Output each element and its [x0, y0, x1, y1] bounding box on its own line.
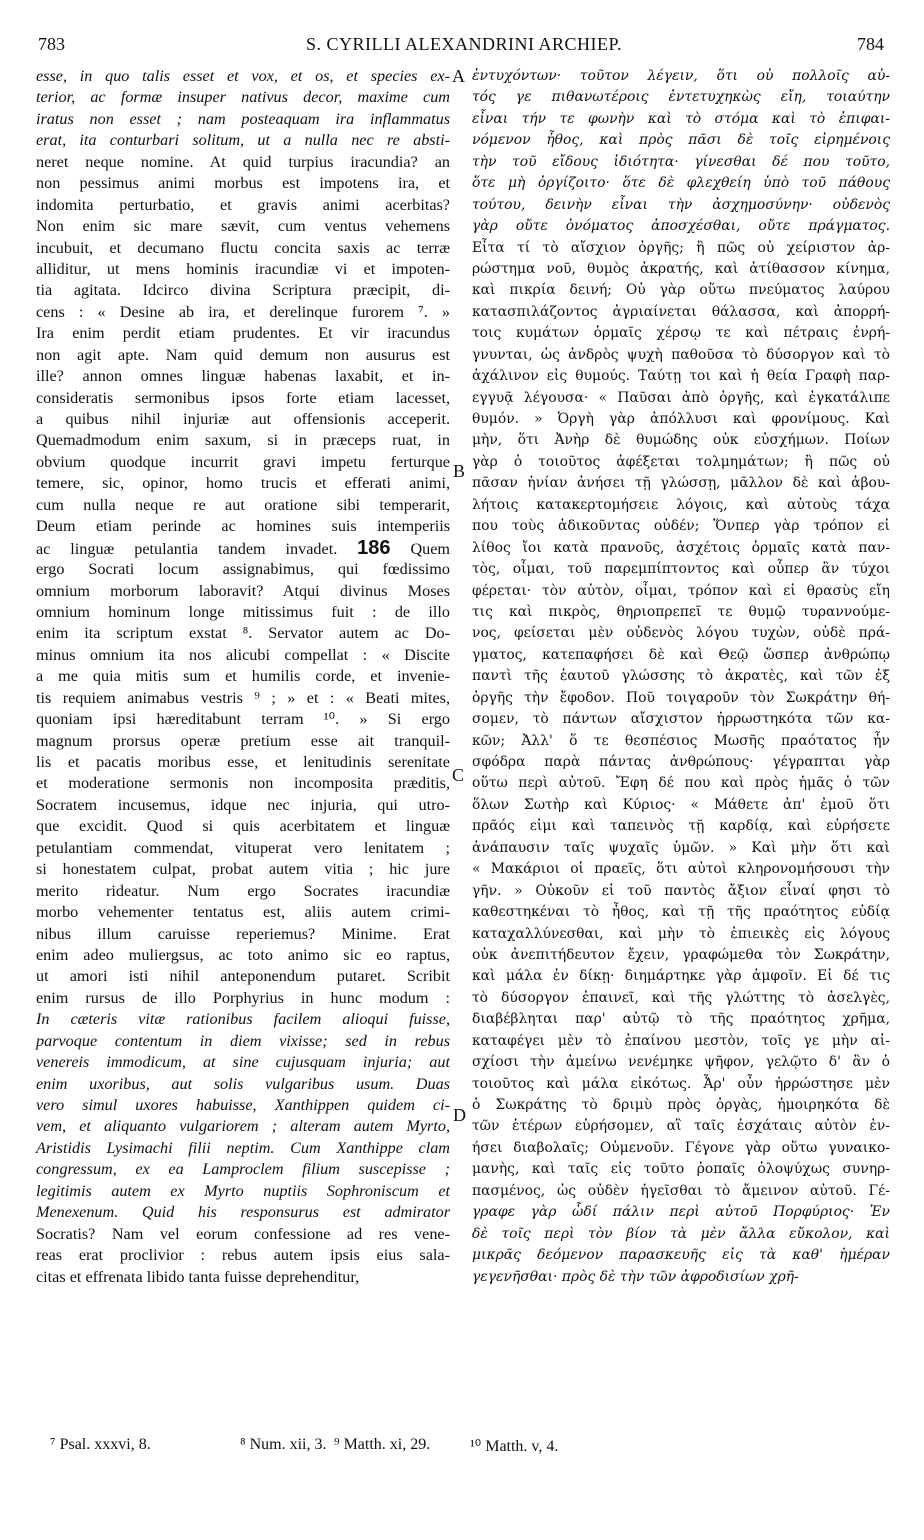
latin-line: et moderatione sermonis non incomposita præditis, [36, 774, 450, 793]
latin-line: esse, in quo talis esset et vox, et os, et species ex- [36, 67, 450, 85]
greek-line: ἀχάλινον εἰς θυμούς. Ταύτῃ τοι καὶ ἡ θεία Γραφὴ παρ- [472, 368, 890, 385]
latin-line: a me quia mitis sum et humilis corde, et invenie- [36, 667, 450, 686]
greek-line: οὕτω περὶ αὐτοῦ. Ἔφη δέ που καὶ πρὸς ἡμᾶς ὁ τῶν [472, 775, 890, 792]
latin-line: Deum etiam perinde ac homines suis intemperiis [36, 517, 450, 536]
latin-line-text: Quem [410, 539, 451, 558]
margin-letter-d: D [453, 1105, 466, 1125]
latin-line: tis requiem animabus vestris ⁹ ; » et : « Beati mites, [36, 688, 450, 707]
page-number-left: 783 [38, 34, 65, 54]
latin-line: erat, ita conturbari solitum, ut a nulla nec re absti- [36, 131, 450, 150]
greek-line: γὰρ οὔτε ὀνόματος ἀποσχέσθαι, οὔτε πράγματος. [472, 218, 890, 235]
margin-letter-a: A [452, 66, 465, 86]
latin-line: non agit apte. Nam quid demum non ausurus est [36, 345, 450, 364]
margin-letter-c: C [452, 765, 465, 785]
greek-line: ὅτε μὴ ὀργίζοιτο· ὅτε δὲ φλεχθείη ὑπὸ τοῦ πάθους [472, 175, 890, 192]
greek-line: καὶ πικρία δεινή; Οὐ γὰρ οὕτω πνεύματος λαύρου [472, 282, 890, 299]
latin-line: temere, sic, opinor, homo trucis et efferati animi, [36, 474, 450, 493]
greek-line: Εἶτα τί τὸ αἴσχιον ὀργῆς; ἢ πῶς οὐ χείριστον ἀρ- [472, 239, 890, 256]
latin-line: Non enim sic mare sævit, cum ventus vehemens [36, 217, 450, 236]
latin-line: morbo vehementer tentatus est, aliis autem crimi- [36, 903, 450, 922]
footnote: ⁹ Matth. xi, 29. [334, 1436, 431, 1453]
latin-line: vem, et aliquanto vulgariorem ; alteram autem Myrto, [36, 1117, 450, 1136]
column-number-marker: 186 [357, 536, 391, 559]
latin-line: si honestatem culpat, probat autem vitia ; hic jure [36, 860, 450, 879]
greek-line: γὰρ ὁ τοιοῦτος ἀφέξεται τολμημάτων; ἢ πῶς οὐ [472, 453, 890, 470]
greek-line: γεγενῆσθαι· πρὸς δὲ τὴν τῶν ἀφροδισίων χρῆ- [472, 1268, 799, 1285]
greek-line: τὴν τοῦ εἴδους ἰδιότητα· γίνεσθαι δέ που τοῦτο, [472, 153, 890, 170]
greek-line: φέρεται· τὸν αὐτὸν, οἶμαι, τρόπον καὶ εἰ θρασὺς εἴη [472, 582, 890, 599]
greek-line: ήσει διαβολαῖς; Οὐμενοῦν. Γέγονε γὰρ οὕτω γυναικο- [472, 1139, 890, 1156]
latin-line: neret neque nomine. At quid turpius iracundia? an [36, 152, 450, 171]
footnote: ⁷ Psal. xxxvi, 8. [50, 1436, 151, 1453]
latin-line: reas erat proclivior : rebus autem ipsis eius sala- [36, 1246, 450, 1265]
latin-line: petulantiam commendat, vituperat vero lenitatem ; [36, 838, 450, 857]
greek-line: τῶν ἑτέρων εὑρήσομεν, αἳ ταῖς ἐσχάταις αὐτὸν ἐν- [472, 1118, 890, 1135]
latin-line: omnium hominum longe mitissimus fuit : de illo [36, 602, 450, 621]
latin-line: Socratis? Nam vel eorum confessione ad res vene- [36, 1224, 450, 1243]
greek-line: γῆν. » Οὐκοῦν εἰ τοῦ παντὸς ἄξιον εἶναί φησι τὸ [472, 882, 890, 899]
latin-line: enim adeo muliergsus, ac toto animo sic eo raptus, [36, 945, 450, 964]
greek-line: γματος, κατεπαφήσει δὲ καὶ Θεῷ ὥσπερ ἀνθρώπῳ [472, 646, 890, 663]
greek-line: ὁ Σωκράτης τὸ δριμὺ πρὸς ὀργὰς, ἠμοιρηκότα δὲ [472, 1097, 890, 1113]
latin-line: Socratem incusemus, idque nec injuria, qui utro- [36, 795, 450, 814]
latin-line: cum nulla neque re aut oratione sibi temperarit, [36, 495, 450, 514]
greek-line: τὸ δύσοργον ἐπαινεῖ, καὶ τῆς γλώττης τὸ ἀσελγὲς, [472, 989, 890, 1006]
greek-line: ἐντυχόντων· τοῦτον λέγειν, ὅτι οὐ πολλοῖς αὐ- [472, 68, 890, 84]
latin-line: indomita perturbatio, et gravis animi acerbitas? [36, 195, 450, 214]
latin-line [36, 538, 450, 559]
footnote: ¹⁰ Matth. v, 4. [470, 1438, 559, 1455]
running-title: S. CYRILLI ALEXANDRINI ARCHIEP. [305, 34, 622, 54]
greek-line: ρώστημα νοῦ, θυμὸς ἀκρατής, καὶ ἀτίθασσον κίνημα, [472, 260, 890, 277]
latin-line: a quibus nihil injuriæ aut offensionis acceperit. [36, 410, 450, 428]
latin-line: non pessimus animi morbus est impotens ira, et [36, 174, 450, 193]
greek-line: λίθος ἴοι κατὰ πρανοῦς, ἀσχέτοις ὁρμαῖς κατὰ παν- [472, 539, 890, 556]
greek-line: παντὶ τῆς ἑαυτοῦ γλώσσης τὸ ἀκρατὲς, καὶ τῶν ἐξ [472, 668, 890, 685]
greek-line: δὲ τοῖς περὶ τὸν βίον τὰ μὲν ἄλλα εὔκολον, καὶ [472, 1225, 890, 1242]
greek-column [472, 66, 890, 1426]
page-number-right: 784 [857, 34, 884, 54]
latin-line: enim ita scriptum exstat ⁸. Servator autem ac Do- [36, 624, 450, 643]
greek-line: τὸς, οἶμαι, τοῦ παρεμπίπτοντος καὶ οὗπερ ἂν τύχοι [472, 561, 890, 578]
latin-line: Quemadmodum enim saxum, si in præceps ruat, in [36, 431, 450, 450]
greek-line: καταχαλλύνεσθαι, καὶ μὴν τὸ ἐπιεικὲς εἰς λόγους [472, 925, 890, 942]
greek-line: τοιοῦτος καὶ μάλα εἰκότως. Ἆρ' οὖν ἠρρώστησε μὲν [472, 1075, 890, 1092]
greek-line: κατασπιλάζοντος ἀγριαίνεται θάλασσα, καὶ ἀπορρή- [472, 303, 890, 320]
greek-line: σομεν, τὸ πάντων αἴσχιστον ἠρρωστηκότα τῶν κα- [472, 711, 890, 728]
margin-letter-b: B [453, 461, 466, 481]
greek-line: « Μακάριοι οἱ πραεῖς, ὅτι αὐτοὶ κληρονομήσουσι τὴν [472, 861, 890, 878]
greek-line: τός γε πιθανωτέροις ἐντετυχηκὼς εἴη, τοιαύτην [472, 89, 890, 106]
greek-line: νόμενον ἦθος, καὶ πρὸς πᾶσι δὲ τοῖς εἰρημένοις [472, 132, 890, 149]
footnote: ⁸ Num. xii, 3. [240, 1436, 327, 1453]
latin-line: magnum prorsus operæ pretium esse ait tranquil- [36, 731, 450, 750]
greek-line: καὶ μάλα ἐν δίκῃ· διημάρτηκε γὰρ ἀμφοῖν. Εἰ δέ τις [472, 968, 890, 985]
latin-line: congressum, ex ea Lamproclem filium suscepisse ; [36, 1160, 450, 1179]
greek-line: εἶναι τήν τε φωνὴν καὶ τὸ στόμα καὶ τὸ ἐπιφαι- [472, 110, 890, 127]
latin-line: ergo Socrati locum assignabimus, qui fœdissimo [36, 560, 450, 579]
latin-line: parvoque contentum in diem vixisse; sed in rebus [36, 1031, 450, 1050]
latin-line: ille? annon omnes linguæ habenas laxabit, et in- [36, 367, 450, 386]
greek-line: ἀνάπαυσιν ταῖς ψυχαῖς ὑμῶν. » Καὶ μὴν ὅτι καὶ [472, 839, 890, 856]
greek-line: ὀργῆς τὴν ἔφοδον. Ποῦ τοιγαροῦν τὸν Σωκράτην θή- [472, 689, 890, 706]
greek-line: καταφέγει μὲν τὸ ἐπαίνου μεστὸν, τοῖς γε μὴν αἰ- [472, 1032, 890, 1049]
latin-line: tia agitata. Idcirco divina Scriptura præcipit, di- [36, 281, 450, 300]
greek-line: μικρᾶς δεόμενον παρασκευῆς εἰς τὰ καθ' ἡμέραν [472, 1247, 890, 1264]
latin-line: citas et effrenata libido tanta fuisse deprehenditur, [36, 1267, 360, 1286]
latin-line: Ira enim perdit etiam prudentes. Et vir iracundus [36, 324, 450, 343]
latin-line: iratus non esset ; nam posteaquam ira inflammatus [36, 109, 450, 128]
greek-line: θυμόν. » Ὀργὴ γὰρ ἀπόλλυσι καὶ φρονίμους. Καὶ [472, 411, 890, 427]
latin-line: legitimis autem ex Myrto nuptiis Sophroniscum et [36, 1181, 450, 1200]
greek-line: μανὴς, καὶ ταῖς εἰς τοῦτο ῥοπαῖς ὁλοψύχως συνηρ- [472, 1161, 890, 1178]
latin-line: lis et pacatis moribus esse, et lenitudinis serenitate [36, 753, 450, 771]
latin-line: In cæteris vitæ rationibus facilem alioqui fuisse, [36, 1010, 450, 1029]
greek-line: γραφε γὰρ ὧδί πάλιν περὶ αὐτοῦ Πορφύριος· Ἐν [472, 1204, 890, 1221]
footnotes [50, 1436, 910, 1464]
latin-line: quoniam ipsi hæreditabunt terram ¹⁰. » Si ergo [36, 710, 450, 729]
greek-line: οὐκ ἀνεπιτήδευτον ἔχειν, γραφώμεθα τὸν Σωκράτην, [472, 946, 890, 963]
greek-line: τούτου, δεινὴν εἶναι τὴν ἀσχημοσύνην· οὐδενὸς [472, 196, 890, 213]
greek-line: πᾶσαν ἡνίαν ἀνήσει τῇ γλώσσῃ, μᾶλλον δὲ καὶ ἀβου- [472, 475, 890, 492]
latin-line: obvium quodque incurrit gravi impetu ferturque [36, 452, 450, 471]
latin-line: consideratis sermonibus ipsos forte etiam lacesset, [36, 388, 450, 407]
latin-line: alliditur, ut mens hominis iracundiæ vi et impoten- [36, 259, 450, 278]
latin-line: nibus illum caruisse reperiemus? Minime. Erat [36, 924, 450, 943]
greek-line: κῶν; Ἀλλ' ὅ τε θεσπέσιος Μωσῆς πραότατος ἦν [472, 732, 890, 749]
latin-line-text: ac linguæ petulantia tandem invadet. [36, 539, 338, 558]
latin-line: minus omnium ita nos alicubi compellat : « Discite [36, 645, 450, 664]
greek-line: νος, φείσεται μὲν οὐδενὸς λόγου τυχὼν, οὐδὲ πρά- [472, 625, 890, 642]
latin-line: vero simul uxores habuisse, Xanthippen quidem ci- [36, 1096, 450, 1114]
greek-line: σφόδρα παρὰ πάντας ἀνθρώπους· γέγραπται γὰρ [472, 754, 890, 770]
greek-line: σχίοσι τὴν ἀμείνω νενέμηκε ψῆφον, γελῷτο δ' ἂν ὁ [472, 1054, 890, 1071]
latin-line: venereis immodicum, at sine cujusquam injuria; aut [36, 1053, 450, 1072]
greek-line: διαβέβληται παρ' αὐτῷ τὸ τῆς πραότητος χρῆμα, [472, 1011, 890, 1028]
greek-line: πρᾶός εἰμι καὶ ταπεινὸς τῇ καρδίᾳ, καὶ εὑρήσετε [472, 818, 890, 835]
greek-line: γνυνται, ὡς ἀνδρὸς ψυχὴ παθοῦσα τὸ δύσοργον καὶ τὸ [472, 346, 890, 363]
latin-line: terior, ac formæ insuper nativus decor, maxime cum [36, 88, 450, 107]
greek-line: τοις κυμάτων ὁρμαῖς χέρσῳ τε καὶ πέτραις ἐνρή- [472, 325, 890, 342]
greek-line: ὅλων Σωτὴρ καὶ Κύριος· « Μάθετε ἀπ' ἐμοῦ ὅτι [472, 796, 890, 813]
latin-line: omnium morborum laboravit? Atqui divinus Moses [36, 581, 450, 600]
latin-line: enim uxoribus, aut solis vulgaribus usum. Duas [36, 1074, 450, 1093]
latin-line: cens : « Desine ab ira, et derelinque furorem ⁷. » [36, 302, 450, 321]
greek-line: μὴν, ὅτι Ἀνὴρ δὲ θυμώδης οὐκ εὐσχήμων. Ποίων [472, 432, 890, 449]
latin-line: enim rursus de illo Porphyrius in hunc modum : [36, 988, 450, 1007]
greek-line: που τοὺς ἀδικοῦντας οὐδέν; Ὅνπερ γὰρ τρόπον εἰ [472, 518, 890, 535]
latin-line: ut amori isti nihil anteponendum putaret. Scribit [36, 967, 450, 986]
greek-line: τις καὶ πικρὸς, θηριοπρεπεῖ τε θυμῷ τυραννούμε- [472, 603, 890, 620]
greek-line: εγγυᾷ λέγουσα· « Παῦσαι ἀπὸ ὀργῆς, καὶ ἐγκατάλιπε [472, 389, 890, 406]
running-header [30, 34, 898, 58]
latin-line: merito rideatur. Num ergo Socrates iracundiæ [36, 881, 450, 900]
latin-column [36, 66, 450, 1426]
greek-line: λήτοις κατακερτομήσειε λόγοις, καὶ αὐτοὺς τάχα [472, 496, 890, 513]
latin-line: Aristidis Lysimachi filii neptim. Cum Xanthippe clam [36, 1138, 450, 1157]
greek-line: καθεστηκέναι τὸ ἦθος, καὶ τῇ τῆς πραότητος εὐδίᾳ [472, 904, 890, 921]
latin-line: incubuit, et decumano fluctu concita saxis ac terræ [36, 238, 450, 257]
latin-line: que excidit. Quod si quis acerbitatem et linguæ [36, 817, 450, 836]
greek-line: πασμένος, ὡς οὐδὲν ἡγεῖσθαι τὸ ἄμεινον αὐτοῦ. Γέ- [472, 1182, 890, 1199]
latin-line: Menexenum. Quid his responsurus est admirator [36, 1203, 450, 1222]
